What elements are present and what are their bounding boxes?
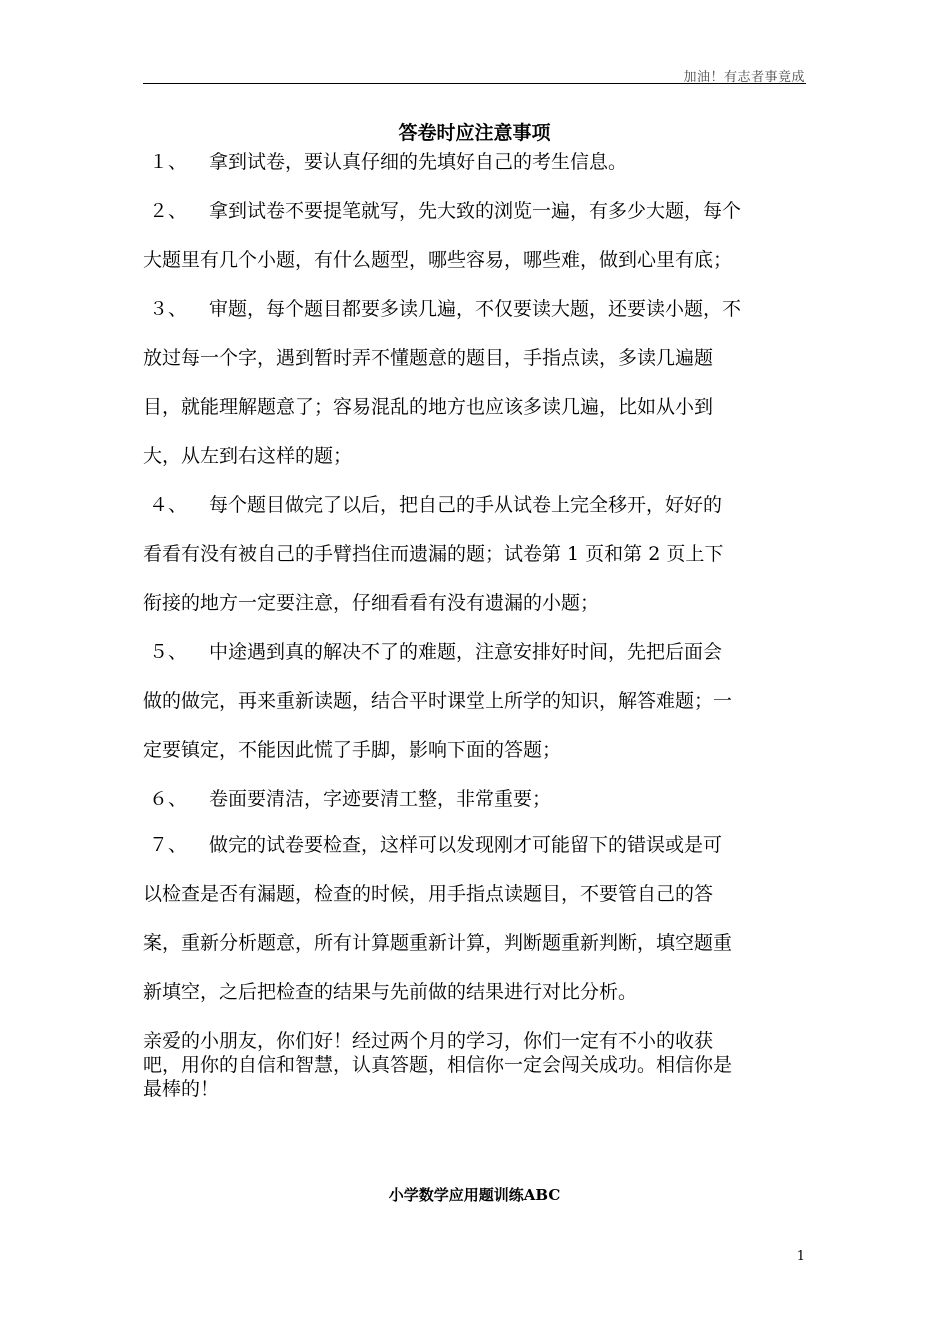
item-text: 每个题目做完了以后，把自己的手从试卷上完全移开，好好的 [209, 494, 723, 516]
list-item-6 [143, 775, 809, 824]
item-text: 做完的试卷要检查，这样可以发现刚才可能留下的错误或是可 [209, 834, 723, 856]
item-text: 审题，每个题目都要多读几遍，不仅要读大题，还要读小题，不 [209, 298, 742, 320]
section-subtitle: 小学数学应用题训练ABC [388, 1186, 561, 1204]
list-item-line [143, 775, 809, 824]
closing-line: 吧，用你的自信和智慧，认真答题，相信你一定会闯关成功。相信你是 [143, 1054, 733, 1076]
item-number: ２、 [149, 200, 188, 222]
list-item-7 [143, 821, 809, 1017]
list-item-line [143, 138, 809, 187]
item-text: 拿到试卷，要认真仔细的先填好自己的考生信息。 [209, 151, 628, 173]
item-text: 中途遇到真的解决不了的难题，注意安排好时间，先把后面会 [209, 641, 723, 663]
item-number: ４、 [149, 494, 188, 516]
header-rule [143, 83, 806, 84]
item-number: ７、 [149, 834, 188, 856]
list-item-line: 衔接的地方一定要注意，仔细看看有没有遗漏的小题； [143, 592, 600, 614]
closing-paragraph [143, 1029, 809, 1101]
list-item-line [143, 481, 809, 530]
list-item-line: 看看有没有被自己的手臂挡住而遗漏的题；试卷第 1 页和第 2 页上下 [143, 543, 724, 565]
closing-line: 最棒的！ [143, 1078, 220, 1100]
item-text: 拿到试卷不要提笔就写，先大致的浏览一遍，有多少大题，每个 [209, 200, 742, 222]
list-item-line [143, 821, 809, 870]
list-item-line [143, 187, 809, 236]
list-item-line: 以检查是否有漏题，检查的时候，用手指点读题目，不要管自己的答 [143, 883, 714, 905]
list-item-4 [143, 481, 809, 628]
list-item-3 [143, 285, 809, 481]
list-item-line: 案，重新分析题意，所有计算题重新计算，判断题重新判断，填空题重 [143, 932, 733, 954]
list-item-line: 做的做完，再来重新读题，结合平时课堂上所学的知识，解答难题；一 [143, 690, 733, 712]
list-item-line: 目，就能理解题意了；容易混乱的地方也应该多读几遍，比如从小到 [143, 396, 714, 418]
header-slogan: 加油！有志者事竟成 [683, 70, 805, 85]
list-item-1 [143, 138, 809, 187]
item-number: ５、 [149, 641, 188, 663]
item-text: 卷面要清洁，字迹要清工整，非常重要； [209, 788, 552, 810]
list-item-line: 放过每一个字，遇到暂时弄不懂题意的题目，手指点读，多读几遍题 [143, 347, 714, 369]
document-title: 答卷时应注意事项 [398, 122, 551, 144]
list-item-line: 定要镇定，不能因此慌了手脚，影响下面的答题； [143, 739, 562, 761]
list-item-line: 大，从左到右这样的题； [143, 445, 353, 467]
list-item-line [143, 628, 809, 677]
list-item-line: 新填空，之后把检查的结果与先前做的结果进行对比分析。 [143, 981, 638, 1003]
item-number: ６、 [149, 788, 188, 810]
list-item-5 [143, 628, 809, 775]
list-item-2 [143, 187, 809, 285]
list-item-line [143, 285, 809, 334]
closing-line: 亲爱的小朋友，你们好！经过两个月的学习，你们一定有不小的收获 [143, 1030, 714, 1052]
item-number: １、 [149, 151, 188, 173]
list-item-line: 大题里有几个小题，有什么题型，哪些容易，哪些难，做到心里有底； [143, 249, 733, 271]
item-number: ３、 [149, 298, 188, 320]
page-number: 1 [796, 1249, 805, 1264]
